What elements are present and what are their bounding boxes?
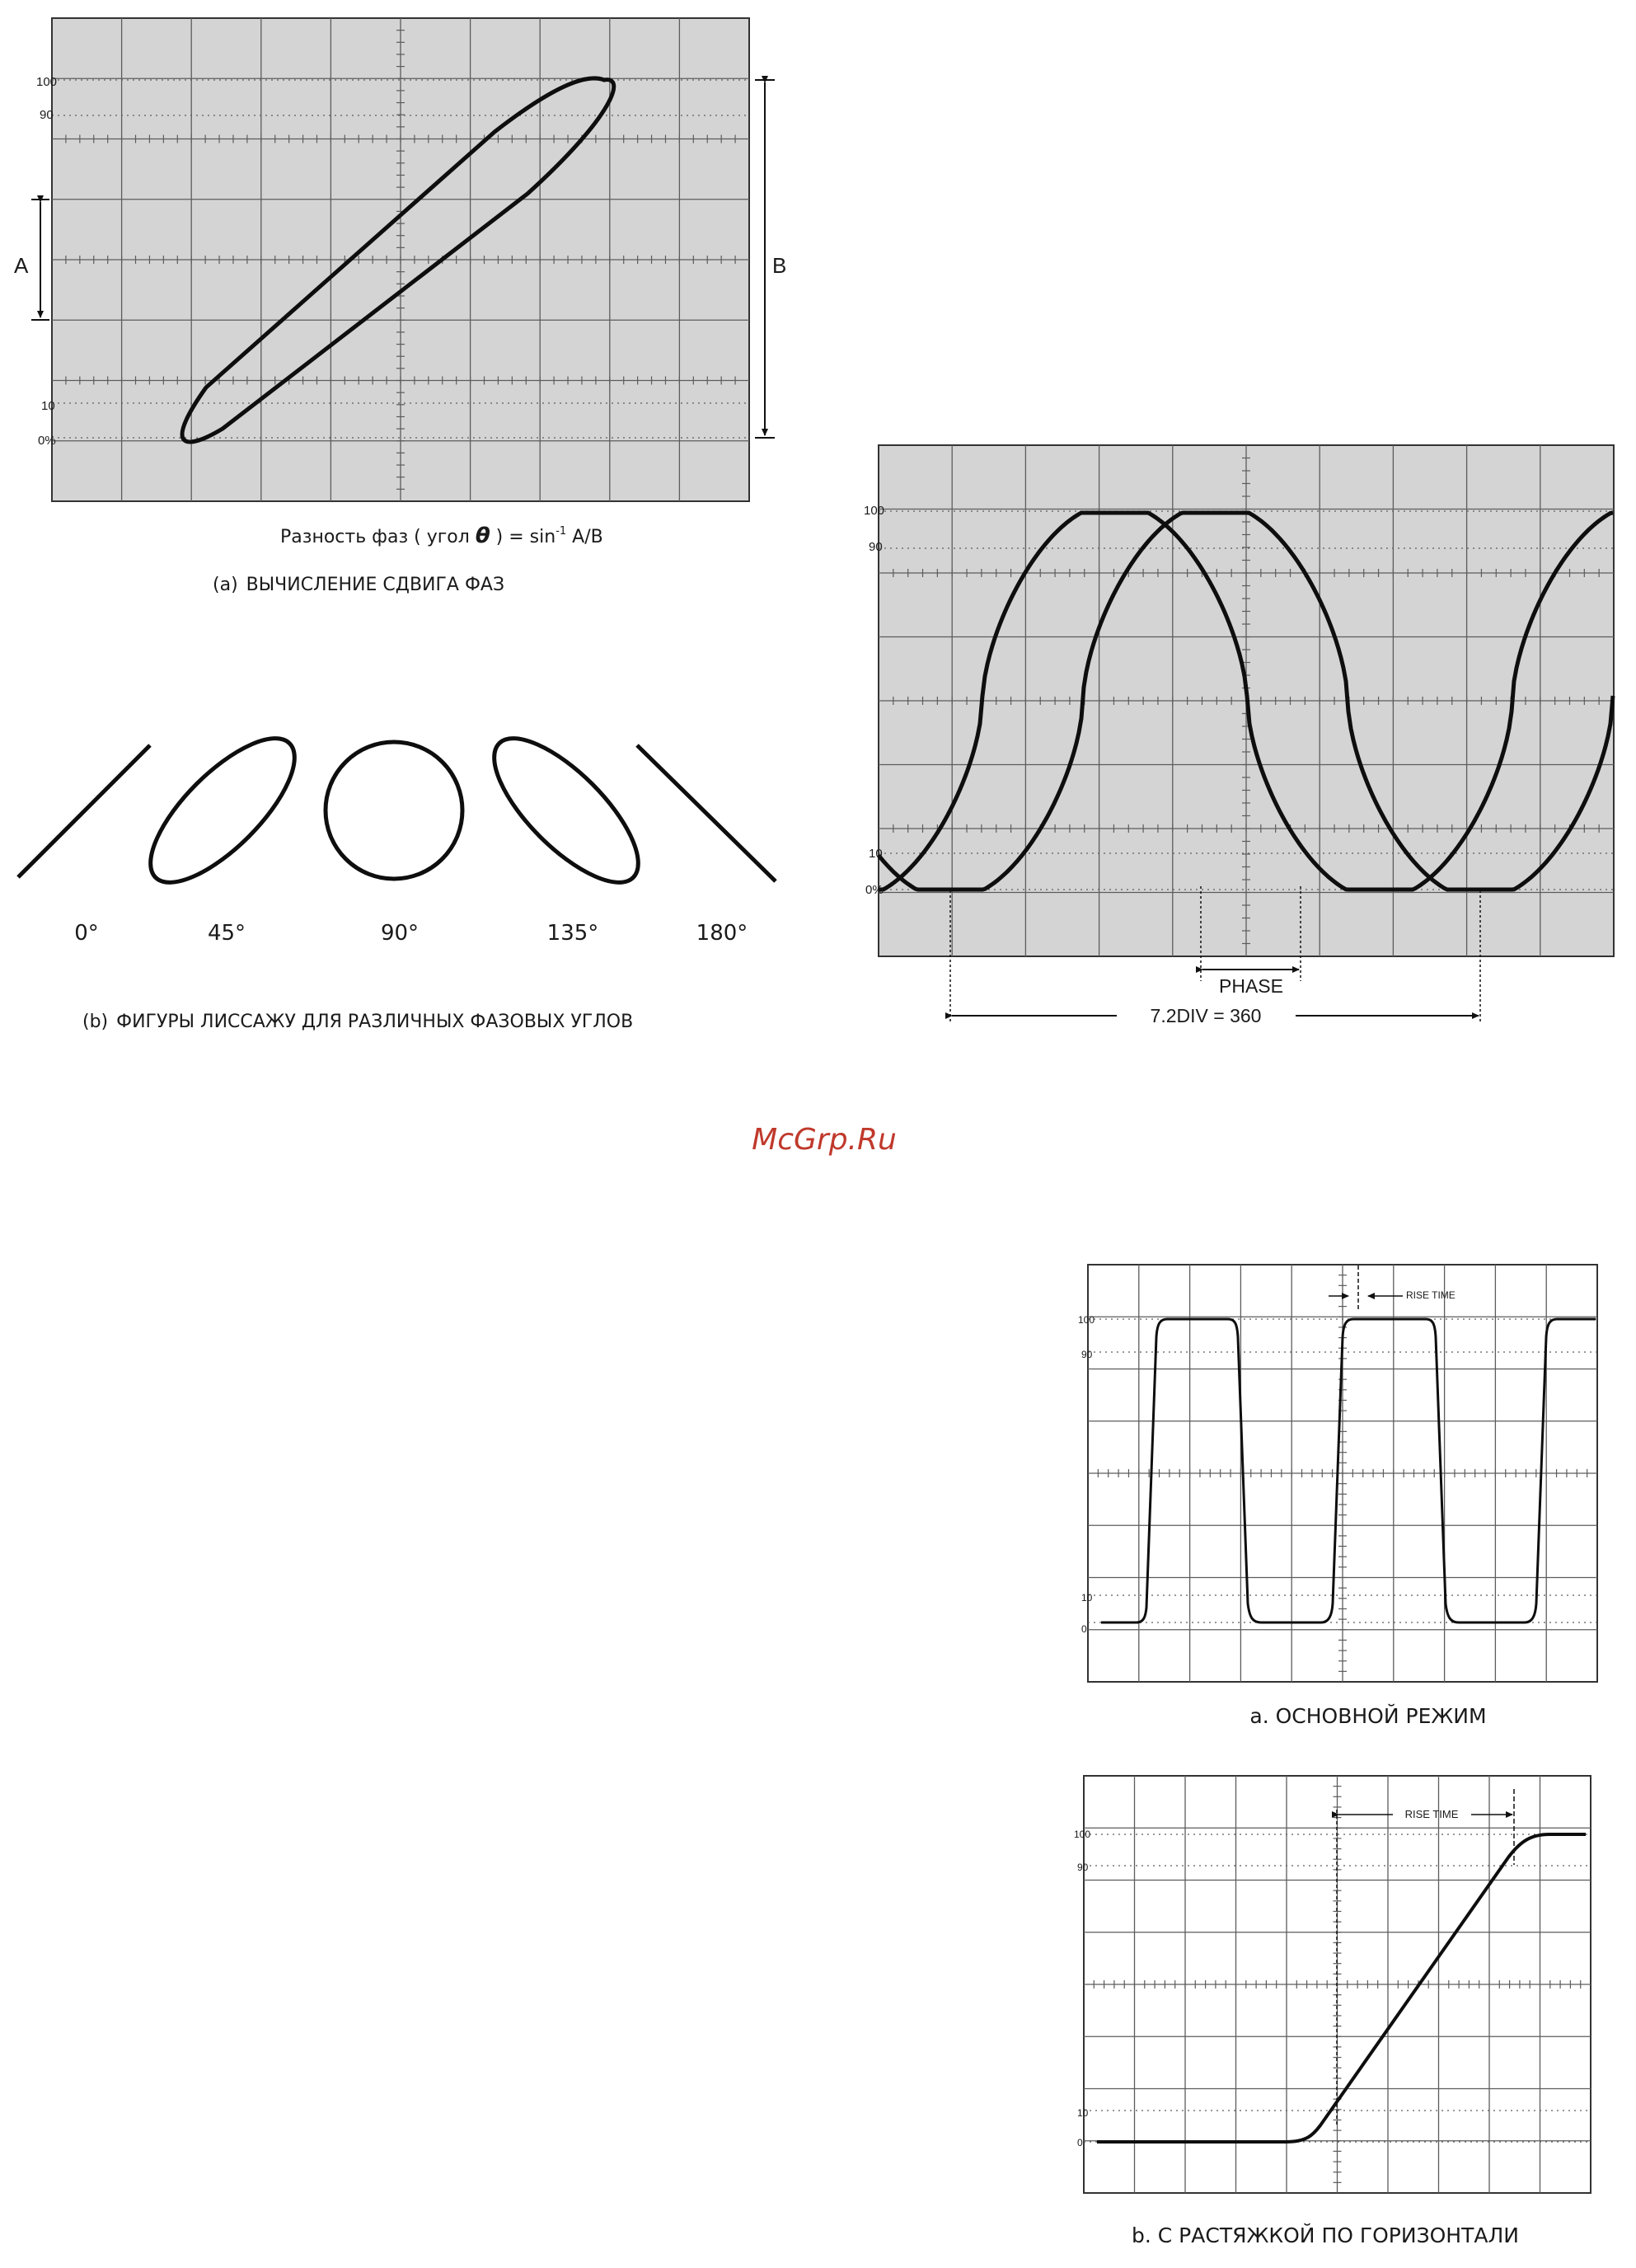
level-100-label: 100 — [1074, 1829, 1091, 1840]
lissajous-180deg — [637, 745, 776, 881]
figure-a-caption: (a) ВЫЧИСЛЕНИЕ СДВИГА ФАЗ — [213, 575, 505, 595]
level-10-label: 10 — [1081, 1592, 1093, 1604]
figure-rise-magnified-caption: b. С РАСТЯЖКОЙ ПО ГОРИЗОНТАЛИ — [1132, 2223, 1519, 2247]
figure-rise-time-magnified — [1074, 1776, 1591, 2247]
angle-label-135: 135° — [546, 921, 599, 946]
angle-label-0: 0° — [74, 921, 99, 946]
phase-label: PHASE — [1219, 975, 1283, 997]
rise-time-label: RISE TIME — [1406, 1289, 1456, 1301]
angle-label-90: 90° — [380, 921, 420, 946]
marker-a-label: A — [14, 253, 29, 278]
level-90-label: 90 — [40, 108, 54, 122]
lissajous-90deg — [326, 742, 462, 879]
level-0-label: 0% — [865, 883, 884, 897]
level-10-label: 10 — [41, 399, 55, 413]
level-0-label: 0 — [1081, 1623, 1087, 1635]
angle-label-45: 45° — [207, 921, 246, 946]
rise-time-label: RISE TIME — [1404, 1808, 1459, 1820]
figure-b-caption: (b) ФИГУРЫ ЛИССАЖУ ДЛЯ РАЗЛИЧНЫХ ФАЗОВЫХ УГЛОВ — [82, 1012, 634, 1032]
angle-label-180: 180° — [696, 921, 748, 946]
level-0-label: 0 — [1077, 2137, 1083, 2148]
level-0-label: 0% — [38, 434, 56, 448]
marker-b-label: B — [772, 253, 787, 278]
period-label: 7.2DIV = 360 — [1150, 1005, 1262, 1026]
figure-b-lissajous-set — [18, 717, 776, 1032]
level-90-label: 90 — [1077, 1862, 1089, 1873]
figure-phase-measurement — [864, 445, 1614, 1026]
level-90-label: 90 — [1081, 1349, 1093, 1360]
figure-rise-basic-caption: а. ОСНОВНОЙ РЕЖИМ — [1249, 1704, 1487, 1728]
level-100-label: 100 — [36, 75, 58, 89]
level-100-label: 100 — [1078, 1314, 1095, 1326]
phase-formula: Разность фаз ( угол θ ) = $\sin^{-1} A/B$ — [280, 524, 603, 548]
lissajous-45deg — [129, 717, 316, 904]
level-90-label: 90 — [869, 540, 883, 554]
scope-screen-a — [52, 18, 749, 501]
dimension-a-arrow — [31, 200, 49, 320]
watermark: McGrp.Ru — [752, 1123, 897, 1157]
lissajous-135deg — [473, 717, 659, 904]
level-100-label: 100 — [864, 504, 885, 518]
lissajous-0deg — [18, 745, 150, 877]
figure-a-phase-calculation — [14, 18, 786, 595]
scope-screen-rise-basic — [1088, 1265, 1597, 1682]
level-10-label: 10 — [869, 847, 883, 861]
figure-rise-time-basic — [1078, 1265, 1597, 1728]
level-10-label: 10 — [1077, 2107, 1089, 2119]
